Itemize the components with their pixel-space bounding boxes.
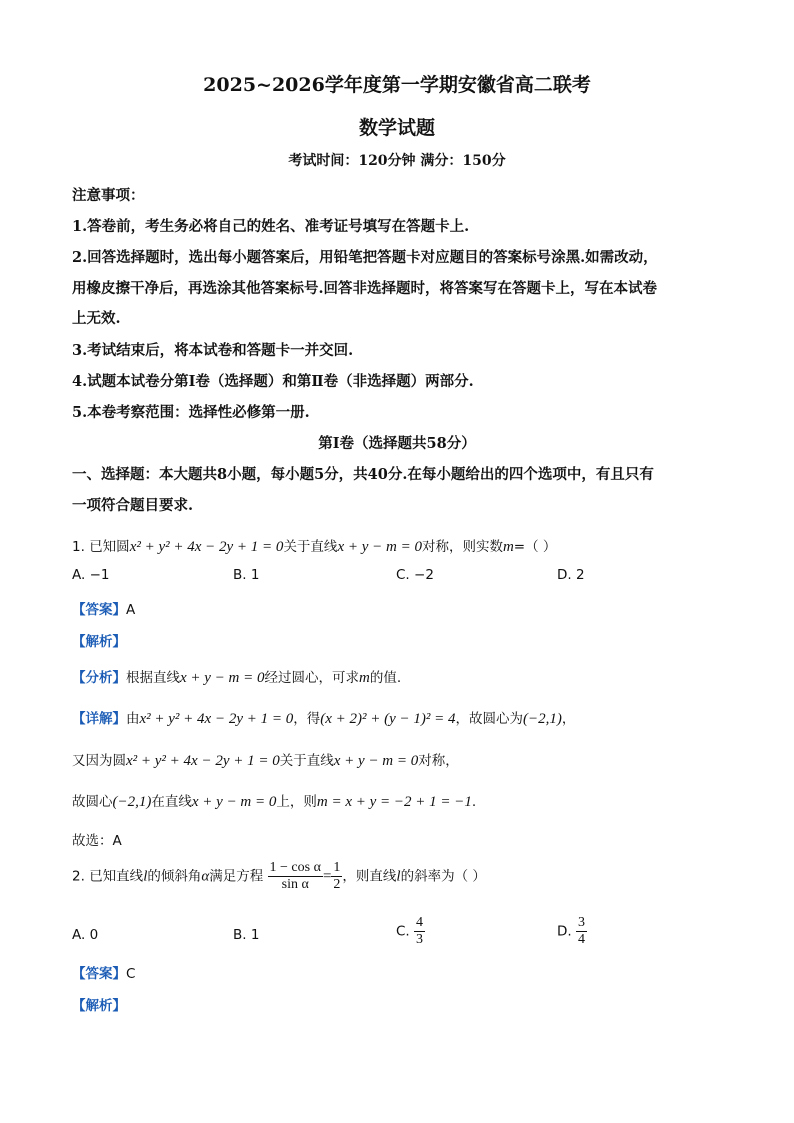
exam-subtitle: 数学试题 <box>358 117 435 139</box>
q1-xiangjie-line-3 <box>72 790 476 811</box>
answer-tag: 【答案】 <box>72 966 126 982</box>
q1-text: 关于直线 <box>283 539 338 555</box>
q1-choose: 故选：A <box>72 833 122 849</box>
question-1-stem <box>72 535 556 556</box>
xiangjie-text: 上，则 <box>276 794 317 810</box>
part-instruction-line-1: 一、选择题：本大题共8小题，每小题5分，共40分.在每小题给出的四个选项中，有且只有 <box>72 466 654 483</box>
note-item-2-line-2: 用橡皮擦干净后，再选涂其他答案标号.回答非选择题时，将答案写在答题卡上，写在本试卷 <box>72 280 658 297</box>
q2-option-d <box>557 915 587 948</box>
q1-xiangjie-line-1 <box>72 707 575 728</box>
q1-text: 对称，则实数 <box>421 539 503 555</box>
q2-option-b: B. 1 <box>233 927 260 943</box>
fenxi-text: 根据直线 <box>126 670 180 686</box>
q1-option-c: C. −2 <box>396 567 434 583</box>
q2-text: ，则直线 <box>342 868 397 885</box>
exam-title: 2025~2026学年度第一学期安徽省高二联考 <box>203 74 591 96</box>
q1-var-m: m <box>502 539 514 555</box>
exam-info: 考试时间：120分钟 满分：150分 <box>288 153 506 169</box>
q1-text: 已知圆 <box>89 539 130 555</box>
option-label: C. <box>396 923 410 940</box>
fraction-numerator: 3 <box>577 915 585 930</box>
xiangjie-text: 又因为圆 <box>72 753 126 769</box>
answer-value: C <box>126 966 136 982</box>
notes-heading: 注意事项： <box>72 187 145 204</box>
fenxi-text: 经过圆心，可求 <box>264 670 360 686</box>
note-item-4: 4.试题本试卷分第Ⅰ卷（选择题）和第Ⅱ卷（非选择题）两部分. <box>72 373 474 390</box>
q1-option-d: D. 2 <box>557 567 585 583</box>
question-number: 2. <box>72 868 85 885</box>
xiangjie-center: (−2,1) <box>523 711 562 727</box>
xiangjie-equation: (x + 2)² + (y − 1)² = 4 <box>320 711 456 727</box>
question-2-stem <box>72 860 486 893</box>
xiangjie-text: 对称， <box>418 753 459 769</box>
fraction-denominator: 2 <box>333 877 341 892</box>
note-item-1: 1.答卷前，考生务必将自己的姓名、准考证号填写在答题卡上. <box>72 218 470 235</box>
q2-text: 的斜率为（ ） <box>400 868 486 885</box>
xiangjie-text: 由 <box>126 711 140 727</box>
answer-value: A <box>126 602 136 618</box>
option-fraction <box>414 915 425 948</box>
fraction-numerator: 1 <box>333 860 341 875</box>
fraction-denominator: 3 <box>416 932 424 947</box>
volume-title: 第Ⅰ卷（选择题共58分） <box>318 435 476 452</box>
fraction-numerator: 1 − cos α <box>269 860 321 875</box>
q1-circle-equation: x² + y² + 4x − 2y + 1 = 0 <box>129 539 284 555</box>
fraction-denominator: 4 <box>577 932 585 947</box>
xiangjie-tag: 【详解】 <box>72 711 126 727</box>
fraction-denominator: sin α <box>281 877 309 892</box>
note-item-3: 3.考试结束后，将本试卷和答题卡一并交回. <box>72 342 354 359</box>
fenxi-tag: 【分析】 <box>72 670 126 686</box>
xiangjie-text: 关于直线 <box>279 753 334 769</box>
note-item-5: 5.本卷考察范围：选择性必修第一册. <box>72 404 310 421</box>
xiangjie-equation: x + y − m = 0 <box>333 753 419 769</box>
xiangjie-center: (−2,1) <box>112 794 152 810</box>
xiangjie-equation: m = x + y = −2 + 1 = −1 <box>316 794 472 810</box>
q2-answer <box>72 962 135 982</box>
xiangjie-text: 故圆心 <box>72 794 113 810</box>
xiangjie-equation: x + y − m = 0 <box>191 794 277 810</box>
q2-var-alpha: α <box>201 868 210 885</box>
answer-tag: 【答案】 <box>72 602 126 618</box>
question-number: 1. <box>72 539 85 555</box>
q1-option-b: B. 1 <box>233 567 260 583</box>
option-label: D. <box>557 923 572 940</box>
q2-text: 满足方程 <box>209 868 264 885</box>
note-item-2-line-1: 2.回答选择题时，选出每小题答案后，用铅笔把答题卡对应题目的答案标号涂黑.如需改动， <box>72 249 658 266</box>
q2-option-a: A. 0 <box>72 927 99 943</box>
equals-sign: = <box>322 868 332 885</box>
q2-text: 的倾斜角 <box>147 868 202 885</box>
xiangjie-equation: x² + y² + 4x − 2y + 1 = 0 <box>126 753 280 769</box>
q1-analysis-tag: 【解析】 <box>72 634 126 650</box>
q1-option-a: A. −1 <box>72 567 110 583</box>
q2-var-l: l <box>396 868 401 885</box>
xiangjie-equation: x² + y² + 4x − 2y + 1 = 0 <box>139 711 294 727</box>
fenxi-equation: x + y − m = 0 <box>180 670 265 686</box>
xiangjie-text: . <box>471 794 477 810</box>
fenxi-var-m: m <box>359 670 370 686</box>
q1-answer <box>72 598 135 618</box>
xiangjie-text: ，故圆心为 <box>455 711 524 727</box>
q2-lhs-fraction <box>268 860 323 893</box>
q1-line-equation: x + y − m = 0 <box>337 539 422 555</box>
option-fraction <box>576 915 587 948</box>
q2-option-c <box>396 915 425 948</box>
q1-text: =（ ） <box>513 539 557 555</box>
q2-text: 已知直线 <box>89 868 144 885</box>
note-item-2-line-3: 上无效. <box>72 310 121 327</box>
xiangjie-text: ，得 <box>293 711 321 727</box>
fraction-numerator: 4 <box>416 915 424 930</box>
part-instruction-line-2: 一项符合题目要求. <box>72 497 194 514</box>
fenxi-text: 的值. <box>369 670 402 686</box>
q2-var-l: l <box>143 868 148 885</box>
q2-rhs-fraction <box>331 860 342 893</box>
q1-xiangjie-line-2 <box>72 749 459 770</box>
q1-fenxi <box>72 666 401 687</box>
xiangjie-text: 在直线 <box>151 794 192 810</box>
xiangjie-text: ， <box>561 711 576 727</box>
q2-analysis-tag: 【解析】 <box>72 998 126 1014</box>
